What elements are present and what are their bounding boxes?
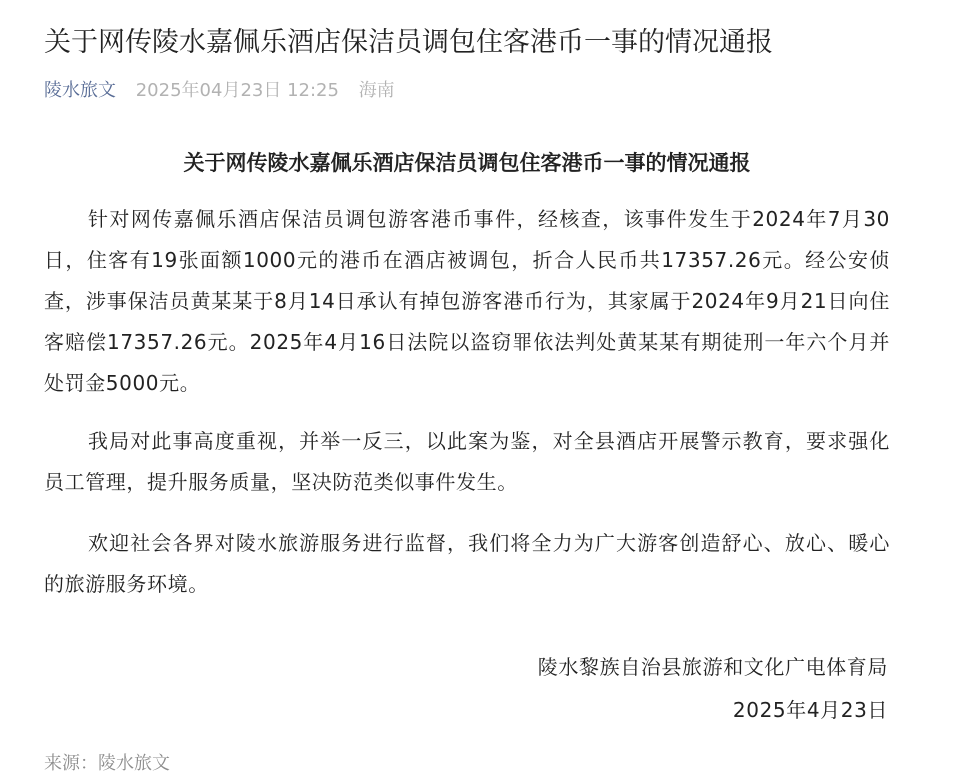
signature-organization: 陵水黎族自治县旅游和文化广电体育局 [537, 655, 888, 679]
article-title: 关于网传陵水嘉佩乐酒店保洁员调包住客港币一事的情况通报 [44, 27, 773, 58]
publish-time: 2025年04月23日 12:25 [135, 80, 339, 101]
publish-location: 海南 [358, 80, 395, 101]
source-line: 来源：陵水旅文 [44, 753, 170, 774]
account-name-link[interactable]: 陵水旅文 [44, 80, 116, 101]
paragraph-supervision: 欢迎社会各界对陵水旅游服务进行监督，我们将全力为广大游客创造舒心、放心、暖心的旅游服务环境。 [44, 531, 890, 596]
paragraph-measures: 我局对此事高度重视，并举一反三，以此案为鉴，对全县酒店开展警示教育，要求强化员工管理，提升服务质量，坚决防范类似事件发生。 [44, 429, 890, 494]
article-meta [44, 78, 395, 104]
paragraph-incident: 针对网传嘉佩乐酒店保洁员调包游客港币事件，经核查，该事件发生于2024年7月30日，住客有19张面额1000元的港币在酒店被调包，折合人民币共17357.26元。经公安侦查，涉事保洁员黄某某于8月14日承认有掉包游客港币行为，其家属于2024年9月21日向住客赔偿17357.26元。2025年4月16日法院以盗窃罪依法判处黄某某有期徒刑一年六个月并处罚金5000元。 [44, 207, 890, 395]
content-heading: 关于网传陵水嘉佩乐酒店保洁员调包住客港币一事的情况通报 [183, 151, 751, 175]
signature-date: 2025年4月23日 [732, 698, 888, 722]
